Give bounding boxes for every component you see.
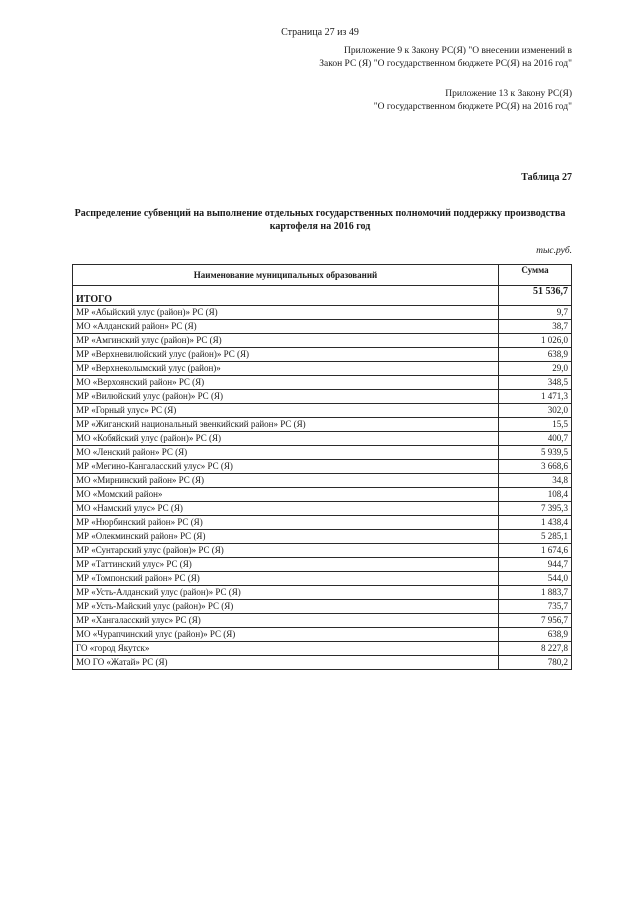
municipality-name: МО «Чурапчинский улус (район)» РС (Я): [73, 628, 499, 642]
appendix-13-line-1: Приложение 13 к Закону РС(Я): [445, 89, 572, 99]
municipality-name: МР «Абыйский улус (район)» РС (Я): [73, 306, 499, 320]
municipality-name: МР «Хангаласский улус» РС (Я): [73, 614, 499, 628]
units-label: тыс.руб.: [536, 246, 572, 256]
table-row: [73, 376, 572, 390]
subsidy-amount: 944,7: [499, 558, 572, 572]
table-row: [73, 600, 572, 614]
municipality-name: МР «Горный улус» РС (Я): [73, 404, 499, 418]
subsidy-amount: 1 438,4: [499, 516, 572, 530]
municipality-name: ГО «город Якутск»: [73, 642, 499, 656]
document-title: [70, 207, 570, 233]
table-row: [73, 432, 572, 446]
appendix-9-line-1: Приложение 9 к Закону РС(Я) "О внесении изменений в: [344, 46, 572, 56]
municipality-name: МР «Вилюйский улус (район)» РС (Я): [73, 390, 499, 404]
appendix-13-line-2: "О государственном бюджете РС(Я) на 2016 год": [373, 102, 572, 112]
appendix-13-note: [374, 88, 572, 114]
table-row: [73, 628, 572, 642]
subsidy-amount: 5 939,5: [499, 446, 572, 460]
subsidy-amount: 638,9: [499, 628, 572, 642]
table-row: [73, 614, 572, 628]
table-row: [73, 488, 572, 502]
header-sum: Сумма: [499, 265, 572, 286]
subsidy-amount: 34,8: [499, 474, 572, 488]
total-label: ИТОГО: [73, 286, 499, 306]
subsidy-amount: 348,5: [499, 376, 572, 390]
subsidy-amount: 735,7: [499, 600, 572, 614]
municipality-name: МР «Таттинский улус» РС (Я): [73, 558, 499, 572]
municipality-name: МО «Намский улус» РС (Я): [73, 502, 499, 516]
municipality-name: МР «Сунтарский улус (район)» РС (Я): [73, 544, 499, 558]
subsidy-amount: 7 956,7: [499, 614, 572, 628]
municipality-name: МР «Амгинский улус (район)» РС (Я): [73, 334, 499, 348]
municipality-name: МО «Мирнинский район» РС (Я): [73, 474, 499, 488]
total-row: [73, 286, 572, 306]
municipality-name: МР «Верхневилюйский улус (район)» РС (Я): [73, 348, 499, 362]
municipality-name: МО «Верхоянский район» РС (Я): [73, 376, 499, 390]
table-row: [73, 334, 572, 348]
municipality-name: МО ГО «Жатай» РС (Я): [73, 656, 499, 670]
document-title-line-2: картофеля на 2016 год: [269, 221, 371, 232]
table-row: [73, 656, 572, 670]
table-number: Таблица 27: [521, 172, 572, 183]
municipality-name: МР «Жиганский национальный эвенкийский район» РС (Я): [73, 418, 499, 432]
subsidy-table: [72, 264, 572, 670]
subsidy-amount: 5 285,1: [499, 530, 572, 544]
page-number: Страница 27 из 49: [281, 27, 359, 38]
table-row: [73, 502, 572, 516]
municipality-name: МР «Томпонский район» РС (Я): [73, 572, 499, 586]
municipality-name: МО «Момский район»: [73, 488, 499, 502]
municipality-name: МО «Ленский район» РС (Я): [73, 446, 499, 460]
subsidy-amount: 108,4: [499, 488, 572, 502]
table-row: [73, 474, 572, 488]
municipality-name: МР «Мегино-Кангаласский улус» РС (Я): [73, 460, 499, 474]
table-row: [73, 362, 572, 376]
header-name: Наименование муниципальных образований: [73, 265, 499, 286]
table-row: [73, 544, 572, 558]
municipality-name: МО «Кобяйский улус (район)» РС (Я): [73, 432, 499, 446]
subsidy-amount: 544,0: [499, 572, 572, 586]
municipality-name: МР «Верхнеколымский улус (район)»: [73, 362, 499, 376]
table-row: [73, 558, 572, 572]
table-row: [73, 642, 572, 656]
subsidy-amount: 638,9: [499, 348, 572, 362]
municipality-name: МР «Усть-Майский улус (район)» РС (Я): [73, 600, 499, 614]
table-row: [73, 404, 572, 418]
subsidy-amount: 8 227,8: [499, 642, 572, 656]
table-row: [73, 460, 572, 474]
subsidy-amount: 38,7: [499, 320, 572, 334]
subsidy-amount: 15,5: [499, 418, 572, 432]
table-row: [73, 572, 572, 586]
table-row: [73, 586, 572, 600]
subsidy-amount: 1 026,0: [499, 334, 572, 348]
municipality-name: МР «Олекминский район» РС (Я): [73, 530, 499, 544]
table-row: [73, 530, 572, 544]
subsidy-amount: 1 674,6: [499, 544, 572, 558]
table-row: [73, 418, 572, 432]
table-row: [73, 306, 572, 320]
subsidy-amount: 7 395,3: [499, 502, 572, 516]
municipality-name: МР «Усть-Алданский улус (район)» РС (Я): [73, 586, 499, 600]
table-row: [73, 516, 572, 530]
subsidy-amount: 400,7: [499, 432, 572, 446]
document-title-line-1: Распределение субвенций на выполнение отдельных государственных полномочий поддержку производства: [74, 208, 566, 219]
subsidy-amount: 780,2: [499, 656, 572, 670]
subsidy-amount: 1 883,7: [499, 586, 572, 600]
table-row: [73, 390, 572, 404]
table-row: [73, 320, 572, 334]
appendix-9-note: [319, 45, 572, 71]
municipality-name: МР «Нюрбинский район» РС (Я): [73, 516, 499, 530]
table-row: [73, 348, 572, 362]
subsidy-amount: 1 471,3: [499, 390, 572, 404]
table-header-row: [73, 265, 572, 286]
total-value: 51 536,7: [499, 286, 572, 306]
subsidy-amount: 3 668,6: [499, 460, 572, 474]
subsidy-amount: 29,0: [499, 362, 572, 376]
table-row: [73, 446, 572, 460]
appendix-9-line-2: Закон РС (Я) "О государственном бюджете РС(Я) на 2016 год": [319, 59, 572, 69]
subsidy-amount: 9,7: [499, 306, 572, 320]
subsidy-amount: 302,0: [499, 404, 572, 418]
municipality-name: МО «Алданский район» РС (Я): [73, 320, 499, 334]
